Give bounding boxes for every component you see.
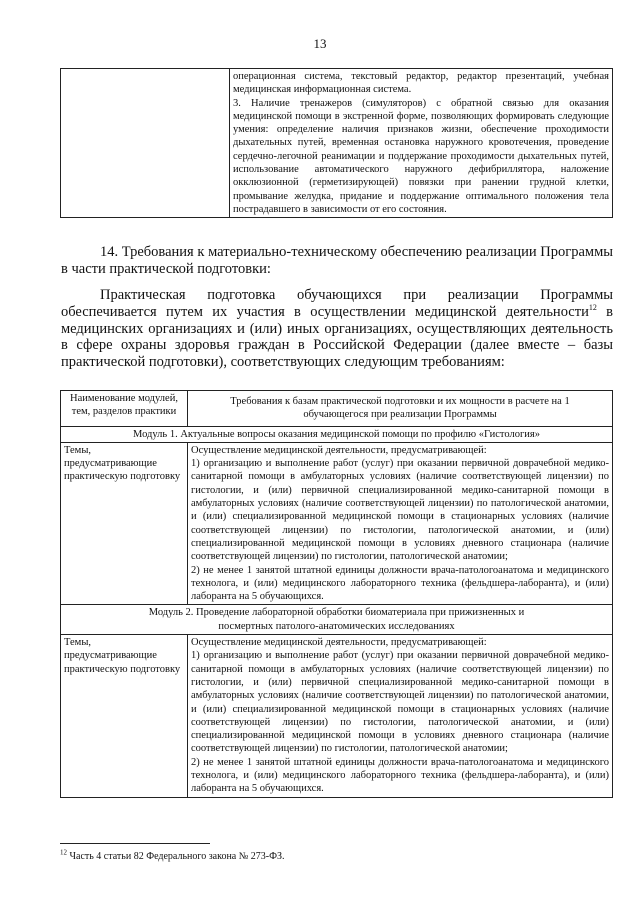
footnote-number: 12 (60, 848, 67, 857)
top-table-text (230, 69, 613, 218)
paragraph-text-start: Практическая подготовка обучающихся при реализации Программы обеспечивается путем их участия в осуществлении медицинской деятельности (61, 287, 613, 320)
row-label: Темы, предусматривающие практическую подготовку (61, 442, 188, 605)
table-header-row (61, 391, 613, 427)
footnote-separator (60, 843, 210, 844)
section-heading: 14. Требования к материально-техническому обеспечению реализации Программы в части практической подготовки: (61, 244, 613, 277)
top-table-left-cell (61, 69, 230, 218)
row-label: Темы, предусматривающие практическую подготовку (61, 635, 188, 798)
module-row (61, 605, 613, 635)
top-table-text-content: операционная система, текстовый редактор, редактор презентаций, учебная медицинская информационная система. 3. Наличие тренажеров (симуляторов) с обратной связью для оказания медицинской помощи в экстренной форме, позволяющих формировать следующие умения: определение наличия признаков жизни, обеспечение проходимости дыхательных путей, временная остановка наружного кровотечения, проведение сердечно-легочной реанимации и поддержание проходимости дыхательных путей, использование автоматического наружного дефибриллятора, наложение окклюзионной (герметизирующей) повязки при ранении грудной клетки, промывание желудка, придание и поддержание оптимального положения тела пострадавшего в зависимости от его состояния. (233, 71, 609, 215)
header-cell-modules: Наименование модулей, тем, разделов практики (61, 391, 188, 427)
row-requirements (188, 635, 613, 798)
header-cell-requirements: Требования к базам практической подготовки и их мощности в расчете на 1 обучающегося при реализации Программы (188, 391, 613, 427)
module-title: Модуль 2. Проведение лабораторной обработки биоматериала при прижизненных и посмертных патолого-анатомических исследованиях (61, 605, 613, 635)
module-title: Модуль 1. Актуальные вопросы оказания медицинской помощи по профилю «Гистология» (61, 426, 613, 442)
table-row (61, 442, 613, 605)
top-table (60, 68, 613, 218)
row-requirements (188, 442, 613, 605)
paragraph-text-end: в медицинских организациях и (или) иных организациях, осуществляющих деятельность в сфере охраны здоровья граждан в Российской Федерации (далее вместе – базы практической подготовки), соответствующих следующим требованиям: (61, 303, 613, 371)
footnote-reference: 12 (588, 302, 597, 312)
table-row (61, 635, 613, 798)
row-requirements-text: Осуществление медицинской деятельности, предусматривающей: 1) организацию и выполнение работ (услуг) при оказании первичной доврачебной медико-санитарной помощи в амбулаторных условиях (наличие соответствующей лицензии) по гистологии, и (или) первичной специализированной медико-санитарной помощи в амбулаторных условиях (наличие соответствующей лицензии) по патологической анатомии, и (или) специализированной медицинской помощи в стационарных условиях (наличие соответствующей лицензии) по гистологии, патологической анатомии, и (или) специализированной медицинской помощи в условиях дневного стационара (наличие соответствующей лицензии) по гистологии, патологической анатомии; 2) не менее 1 занятой штатной единицы должности врача-патологоанатома и медицинского технолога, и (или) медицинского лабораторного техника (фельдшера-лаборанта), и (или) лаборанта на 5 обучающихся. (191, 444, 609, 603)
module-row (61, 426, 613, 442)
footnote (60, 848, 285, 862)
practical-training-paragraph (61, 287, 613, 371)
row-requirements-text: Осуществление медицинской деятельности, предусматривающей: 1) организацию и выполнение работ (услуг) при оказании первичной доврачебной медико-санитарной помощи в амбулаторных условиях (наличие соответствующей лицензии) по гистологии, и (или) первичной специализированной медико-санитарной помощи в амбулаторных условиях (наличие соответствующей лицензии) по патологической анатомии, и (или) специализированной медицинской помощи в стационарных условиях (наличие соответствующей лицензии) по гистологии, патологической анатомии, и (или) специализированной медицинской помощи в условиях дневного стационара (наличие соответствующей лицензии) по гистологии, патологической анатомии; 2) не менее 1 занятой штатной единицы должности врача-патологоанатома и медицинского технолога, и (или) медицинского лабораторного техника (фельдшера-лаборанта), и (или) лаборанта на 5 обучающихся. (191, 637, 609, 795)
page-number: 13 (313, 36, 327, 51)
footnote-text: Часть 4 статьи 82 Федерального закона № 273-ФЗ. (67, 851, 285, 862)
requirements-table (60, 390, 613, 798)
